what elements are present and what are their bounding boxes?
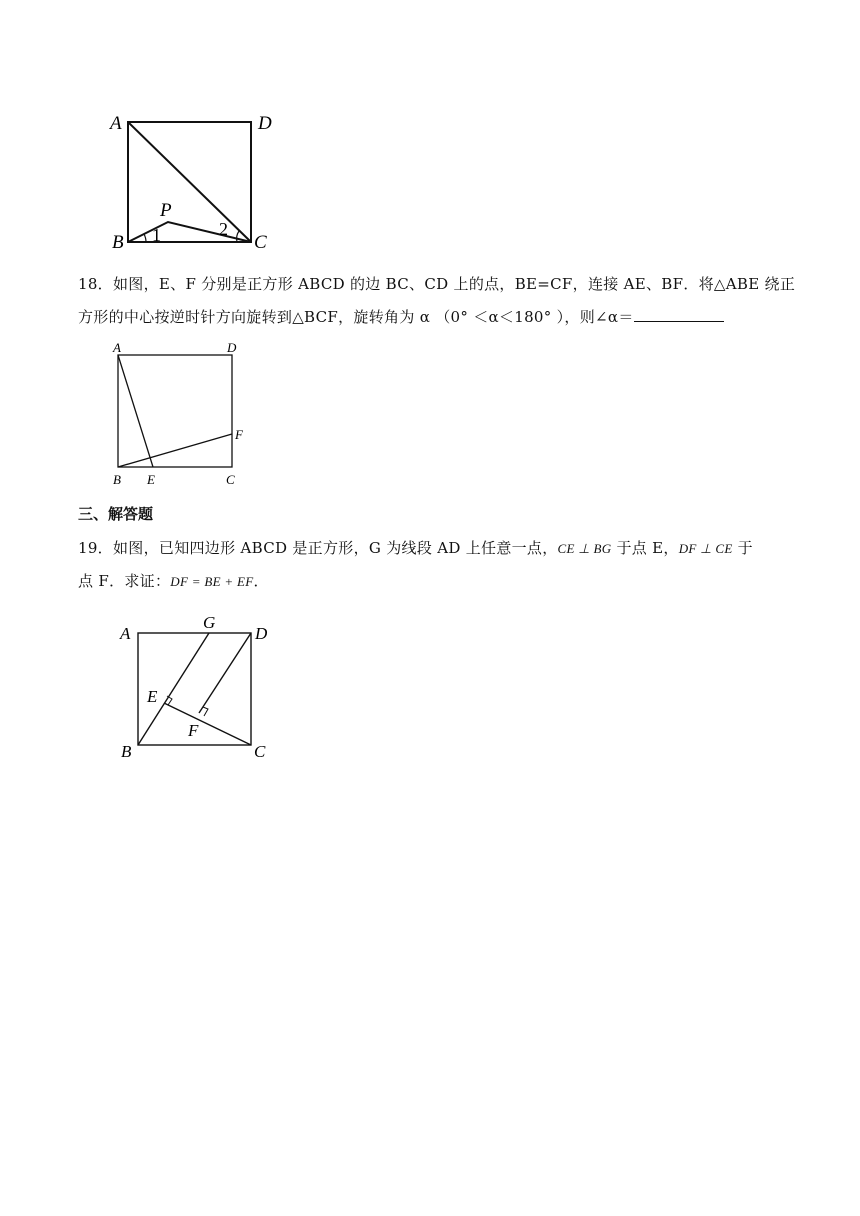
figure-square-p bbox=[100, 105, 290, 255]
label-f: F bbox=[188, 721, 199, 740]
label-d: D bbox=[255, 624, 268, 643]
q19-line2 bbox=[78, 570, 269, 593]
label-b: B bbox=[113, 472, 121, 487]
q18-number: 18． bbox=[78, 275, 113, 293]
label-b: B bbox=[121, 742, 132, 761]
label-a: A bbox=[113, 340, 121, 355]
label-c: C bbox=[254, 742, 266, 761]
q18-line2 bbox=[78, 306, 724, 328]
label-f: F bbox=[235, 427, 243, 442]
math-df-eq: DF = BE + EF bbox=[170, 574, 254, 589]
q19-text-a: 如图，已知四边形 ABCD 是正方形，G 为线段 AD 上任意一点， bbox=[113, 539, 558, 557]
label-d: D bbox=[258, 113, 272, 134]
label-d: D bbox=[227, 340, 237, 355]
label-p: P bbox=[160, 200, 172, 221]
q19-text-e: ． bbox=[253, 572, 269, 590]
q19-number: 19． bbox=[78, 539, 113, 557]
q18-text-line1: 如图，E、F 分别是正方形 ABCD 的边 BC、CD 上的点，BE=CF，连接 AE、BF．将△ABE 绕正 bbox=[113, 275, 796, 293]
label-e: E bbox=[147, 472, 155, 487]
label-a: A bbox=[120, 624, 131, 643]
q19-line1 bbox=[78, 537, 753, 560]
label-b: B bbox=[112, 232, 124, 253]
q18-text-line2: 方形的中心按逆时针方向旋转到△BCF，旋转角为 α （0° ＜α＜180° ），则∠α＝ bbox=[78, 308, 634, 326]
label-angle1: 1 bbox=[152, 225, 161, 245]
q19-text-d: 点 F．求证： bbox=[78, 572, 171, 590]
label-a: A bbox=[110, 113, 122, 134]
math-df-perp-ce: DF ⊥ CE bbox=[678, 541, 733, 556]
figure-square-ef bbox=[105, 338, 265, 490]
label-e: E bbox=[147, 687, 158, 706]
answer-blank[interactable] bbox=[634, 307, 724, 322]
math-ce-perp-bg: CE ⊥ BG bbox=[557, 541, 612, 556]
q18-line1 bbox=[78, 273, 795, 295]
label-g: G bbox=[203, 613, 216, 632]
section-heading: 三、解答题 bbox=[78, 505, 154, 523]
label-c: C bbox=[226, 472, 235, 487]
q19-text-c: 于 bbox=[732, 539, 753, 557]
figure-square-gef bbox=[112, 612, 282, 764]
label-c: C bbox=[254, 232, 267, 253]
q19-text-b: 于点 E， bbox=[611, 539, 679, 557]
label-angle2: 2 bbox=[219, 219, 228, 239]
